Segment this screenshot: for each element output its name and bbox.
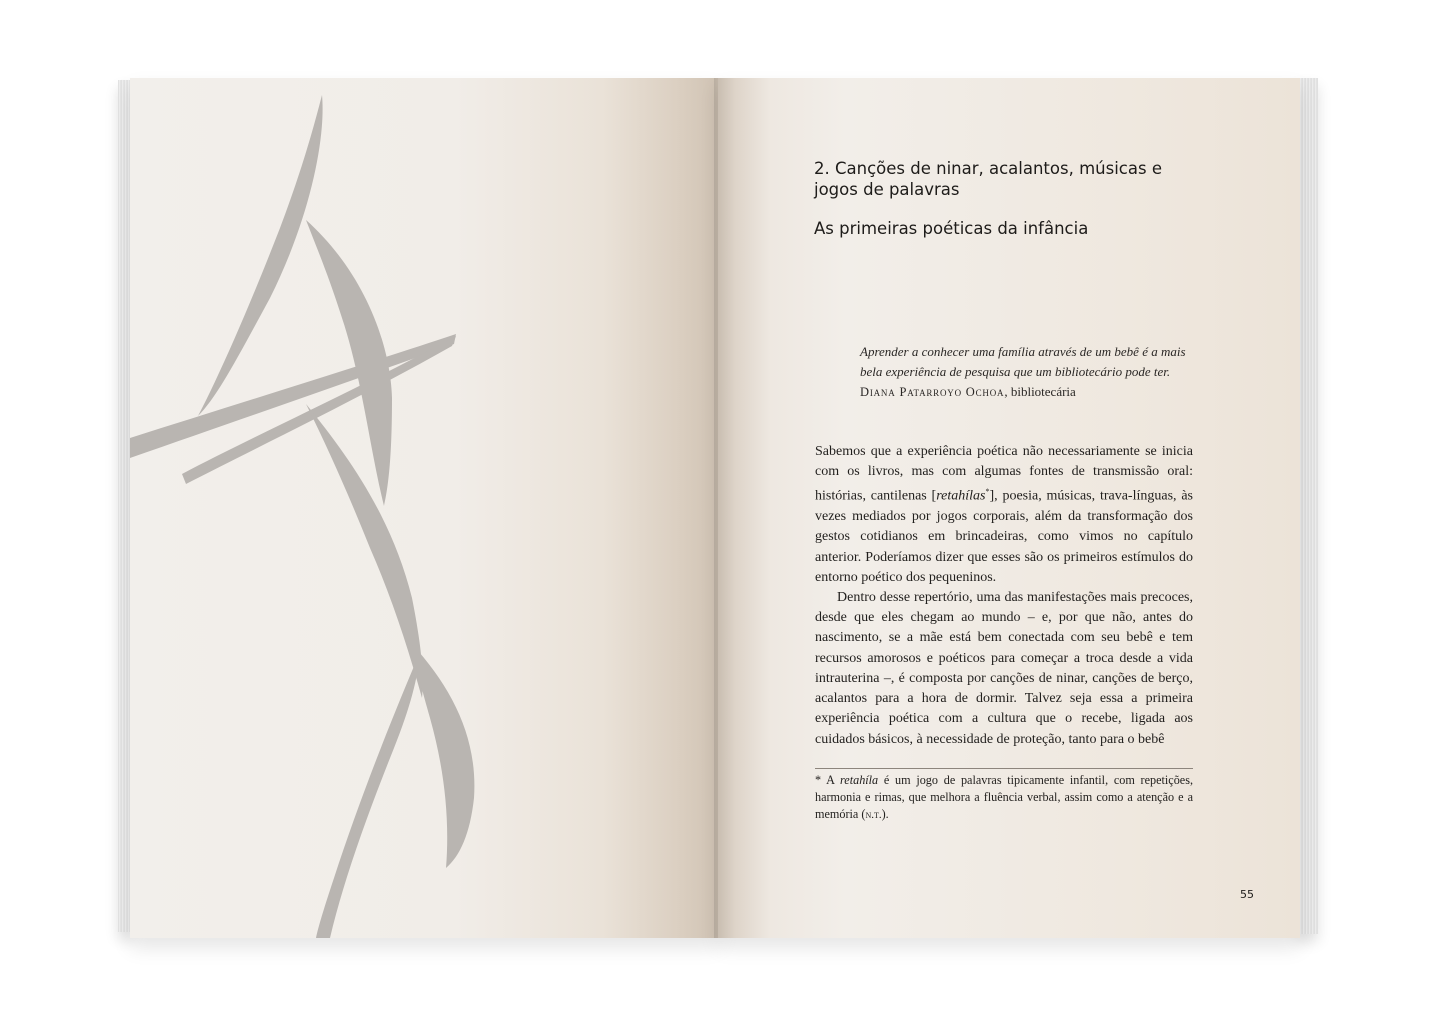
paragraph-2: Dentro desse repertório, uma das manifestações mais precoces, desde que eles chegam ao mundo – e, por que não, antes do nascimento, se a mãe está bem conectada com seu bebê e tem recursos amorosos e poéticos para começar a troca desde a vida intrauterina –, é composta por canções de ninar, canções de berço, acalantos para a hora de dormir. Talvez seja essa a primeira experiência poética com a cultura que o recebe, ligada aos cuidados básicos, à necessidade de proteção, tanto para o bebê [815,590,1193,747]
stroke-bottom-long [316,652,420,938]
stroke-crossbar-long [130,334,456,458]
footnote-term: retahíla [840,773,879,787]
paragraph-1 [815,442,1193,588]
brush-stroke-illustration [130,78,720,938]
paragraph-1-start: Sabemos que a experiência poética não necessariamente se inicia com os livros, mas com algumas fontes de transmissão oral: histórias, cantilenas [ [815,444,1193,505]
stroke-bottom-leaf [412,644,474,868]
stroke-inner-diagonal [306,404,423,698]
footnote-middle: é um jogo de palavras tipicamente infantil, com repetições, harmonia e rimas, que melhora a fluência verbal, assim como a atenção e a memória ( [815,773,1193,821]
body-text [815,442,1193,750]
footnote-start: A [821,773,841,787]
epigraph-author: Diana Patarroyo Ochoa [860,385,1005,399]
chapter-subtitle: As primeiras poéticas da infância [814,219,1089,238]
footnote [815,772,1193,824]
footnote-divider [815,768,1193,769]
footnote-mark: * [815,773,822,787]
epigraph-quote: Aprender a conhecer uma família através de um bebê é a mais bela experiência de pesquisa que um bibliotecário pode ter. [860,344,1186,379]
stroke-top-curve [198,95,323,416]
footnote-marker: * [985,487,990,497]
epigraph-role: , bibliotecária [1004,384,1076,399]
chapter-title: 2. Canções de ninar, acalantos, músicas e jogos de palavras [814,159,1162,199]
paragraph-1-end: ], poesia, músicas, trava-línguas, às vezes mediados por jogos corporais, além da transformação dos gestos cotidianos em brincadeiras, como vimos no capítulo anterior. Poderíamos dizer que esses são os primeiros estímulos do entorno poético dos pequeninos. [815,489,1193,585]
footnote-abbr: n.t. [865,809,882,821]
left-page [130,78,720,938]
footnote-end: ). [881,807,889,821]
epigraph [860,342,1200,402]
right-page [718,78,1300,938]
page-number: 55 [1240,888,1254,901]
paragraph-1-term: retahílas [936,489,986,505]
